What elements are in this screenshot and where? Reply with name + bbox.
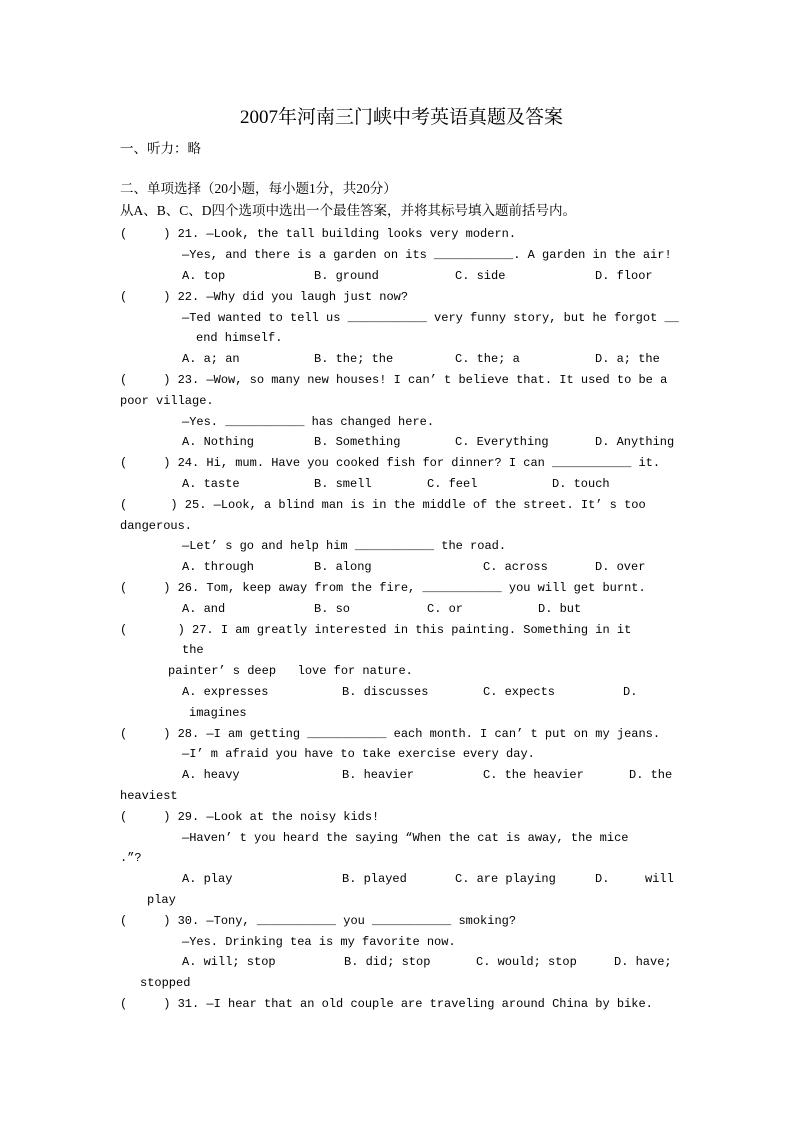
question-30-line: —Yes. Drinking tea is my favorite now. xyxy=(182,935,456,949)
q25-option-c: C. across xyxy=(483,560,548,574)
q21-option-b: B. ground xyxy=(314,269,379,283)
question-21-stem: ( ) 21. —Look, the tall building looks very modern. xyxy=(120,227,517,241)
q23-option-a: A. Nothing xyxy=(182,435,255,449)
q29-option-d: D. xyxy=(595,872,610,886)
q30-option-a: A. will; stop xyxy=(182,955,276,969)
q23-option-b: B. Something xyxy=(314,435,401,449)
q21-option-d: D. floor xyxy=(595,269,653,283)
question-29-stem: ( ) 29. —Look at the noisy kids! xyxy=(120,810,380,824)
question-29-line: —Haven’ t you heard the saying “When the cat is away, the mice xyxy=(182,831,629,845)
q28-option-d-text: heaviest xyxy=(120,789,178,803)
q24-option-a: A. taste xyxy=(182,477,240,491)
q27-option-d: D. xyxy=(623,685,638,699)
q22-option-d: D. a; the xyxy=(595,352,660,366)
question-25-stem: ( ) 25. —Look, a blind man is in the middle of the street. It’ s too xyxy=(120,498,646,512)
q28-option-b: B. heavier xyxy=(342,768,415,782)
question-23-stem: ( ) 23. —Wow, so many new houses! I can’ t believe that. It used to be a xyxy=(120,373,668,387)
question-28-line: —I’ m afraid you have to take exercise every day. xyxy=(182,747,535,761)
q22-option-c: C. the; a xyxy=(455,352,520,366)
q27-option-c: C. expects xyxy=(483,685,556,699)
q24-option-d: D. touch xyxy=(552,477,610,491)
q22-option-b: B. the; the xyxy=(314,352,394,366)
q23-option-d: D. Anything xyxy=(595,435,675,449)
q30-option-b: B. did; stop xyxy=(344,955,431,969)
q29-option-d-text: play xyxy=(147,893,176,907)
question-22-line-cont: end himself. xyxy=(196,331,283,345)
q27-option-d-text: imagines xyxy=(189,706,247,720)
q30-option-d-text: stopped xyxy=(140,976,191,990)
q21-option-c: C. side xyxy=(455,269,506,283)
question-30-stem: ( ) 30. —Tony, ___________ you ___________ smoking? xyxy=(120,914,517,928)
section-heading: 二、单项选择（20小题，每小题1分，共20分） xyxy=(120,181,397,196)
question-31-stem: ( ) 31. —I hear that an old couple are traveling around China by bike. xyxy=(120,997,653,1011)
question-22-stem: ( ) 22. —Why did you laugh just now? xyxy=(120,290,409,304)
question-22-line: —Ted wanted to tell us ___________ very funny story, but he forgot __ xyxy=(182,311,679,325)
q27-option-a: A. expresses xyxy=(182,685,269,699)
q25-option-d: D. over xyxy=(595,560,646,574)
section-listening: 一、听力：略 xyxy=(120,141,201,156)
q26-option-a: A. and xyxy=(182,602,226,616)
question-29-line-end: .”? xyxy=(120,851,142,865)
q28-option-a: A. heavy xyxy=(182,768,240,782)
q22-option-a: A. a; an xyxy=(182,352,240,366)
q30-option-c: C. would; stop xyxy=(476,955,577,969)
q25-option-b: B. along xyxy=(314,560,372,574)
question-23-line-2: —Yes. ___________ has changed here. xyxy=(182,415,435,429)
q29-option-a: A. play xyxy=(182,872,233,886)
question-27-line-2: painter’ s deep love for nature. xyxy=(168,664,413,678)
question-24-stem: ( ) 24. Hi, mum. Have you cooked fish for dinner? I can ___________ it. xyxy=(120,456,661,470)
q27-option-b: B. discusses xyxy=(342,685,429,699)
page-title: 2007年河南三门峡中考英语真题及答案 xyxy=(240,107,564,128)
question-23-line: poor village. xyxy=(120,394,214,408)
q24-option-c: C. feel xyxy=(427,477,478,491)
q24-option-b: B. smell xyxy=(314,477,372,491)
question-26-stem: ( ) 26. Tom, keep away from the fire, ___________ you will get burnt. xyxy=(120,581,646,595)
q30-option-d: D. have; xyxy=(614,955,672,969)
q26-option-d: D. but xyxy=(538,602,582,616)
question-27-stem: ( ) 27. I am greatly interested in this painting. Something in it xyxy=(120,623,632,637)
q26-option-c: C. or xyxy=(427,602,464,616)
q28-option-c: C. the heavier xyxy=(483,768,584,782)
q29-option-b: B. played xyxy=(342,872,407,886)
q29-option-d-word: will xyxy=(645,872,674,886)
q23-option-c: C. Everything xyxy=(455,435,549,449)
question-28-stem: ( ) 28. —I am getting ___________ each month. I can’ t put on my jeans. xyxy=(120,727,661,741)
question-21-line: —Yes, and there is a garden on its ___________. A garden in the air! xyxy=(182,248,672,262)
question-25-line-2: —Let’ s go and help him ___________ the road. xyxy=(182,539,507,553)
q26-option-b: B. so xyxy=(314,602,351,616)
q25-option-a: A. through xyxy=(182,560,255,574)
q28-option-d: D. the xyxy=(629,768,673,782)
question-25-line: dangerous. xyxy=(120,519,193,533)
q21-option-a: A. top xyxy=(182,269,226,283)
q29-option-c: C. are playing xyxy=(455,872,556,886)
section-instruction: 从A、B、C、D四个选项中选出一个最佳答案，并将其标号填入题前括号内。 xyxy=(120,203,577,218)
question-27-line: the xyxy=(182,643,204,657)
